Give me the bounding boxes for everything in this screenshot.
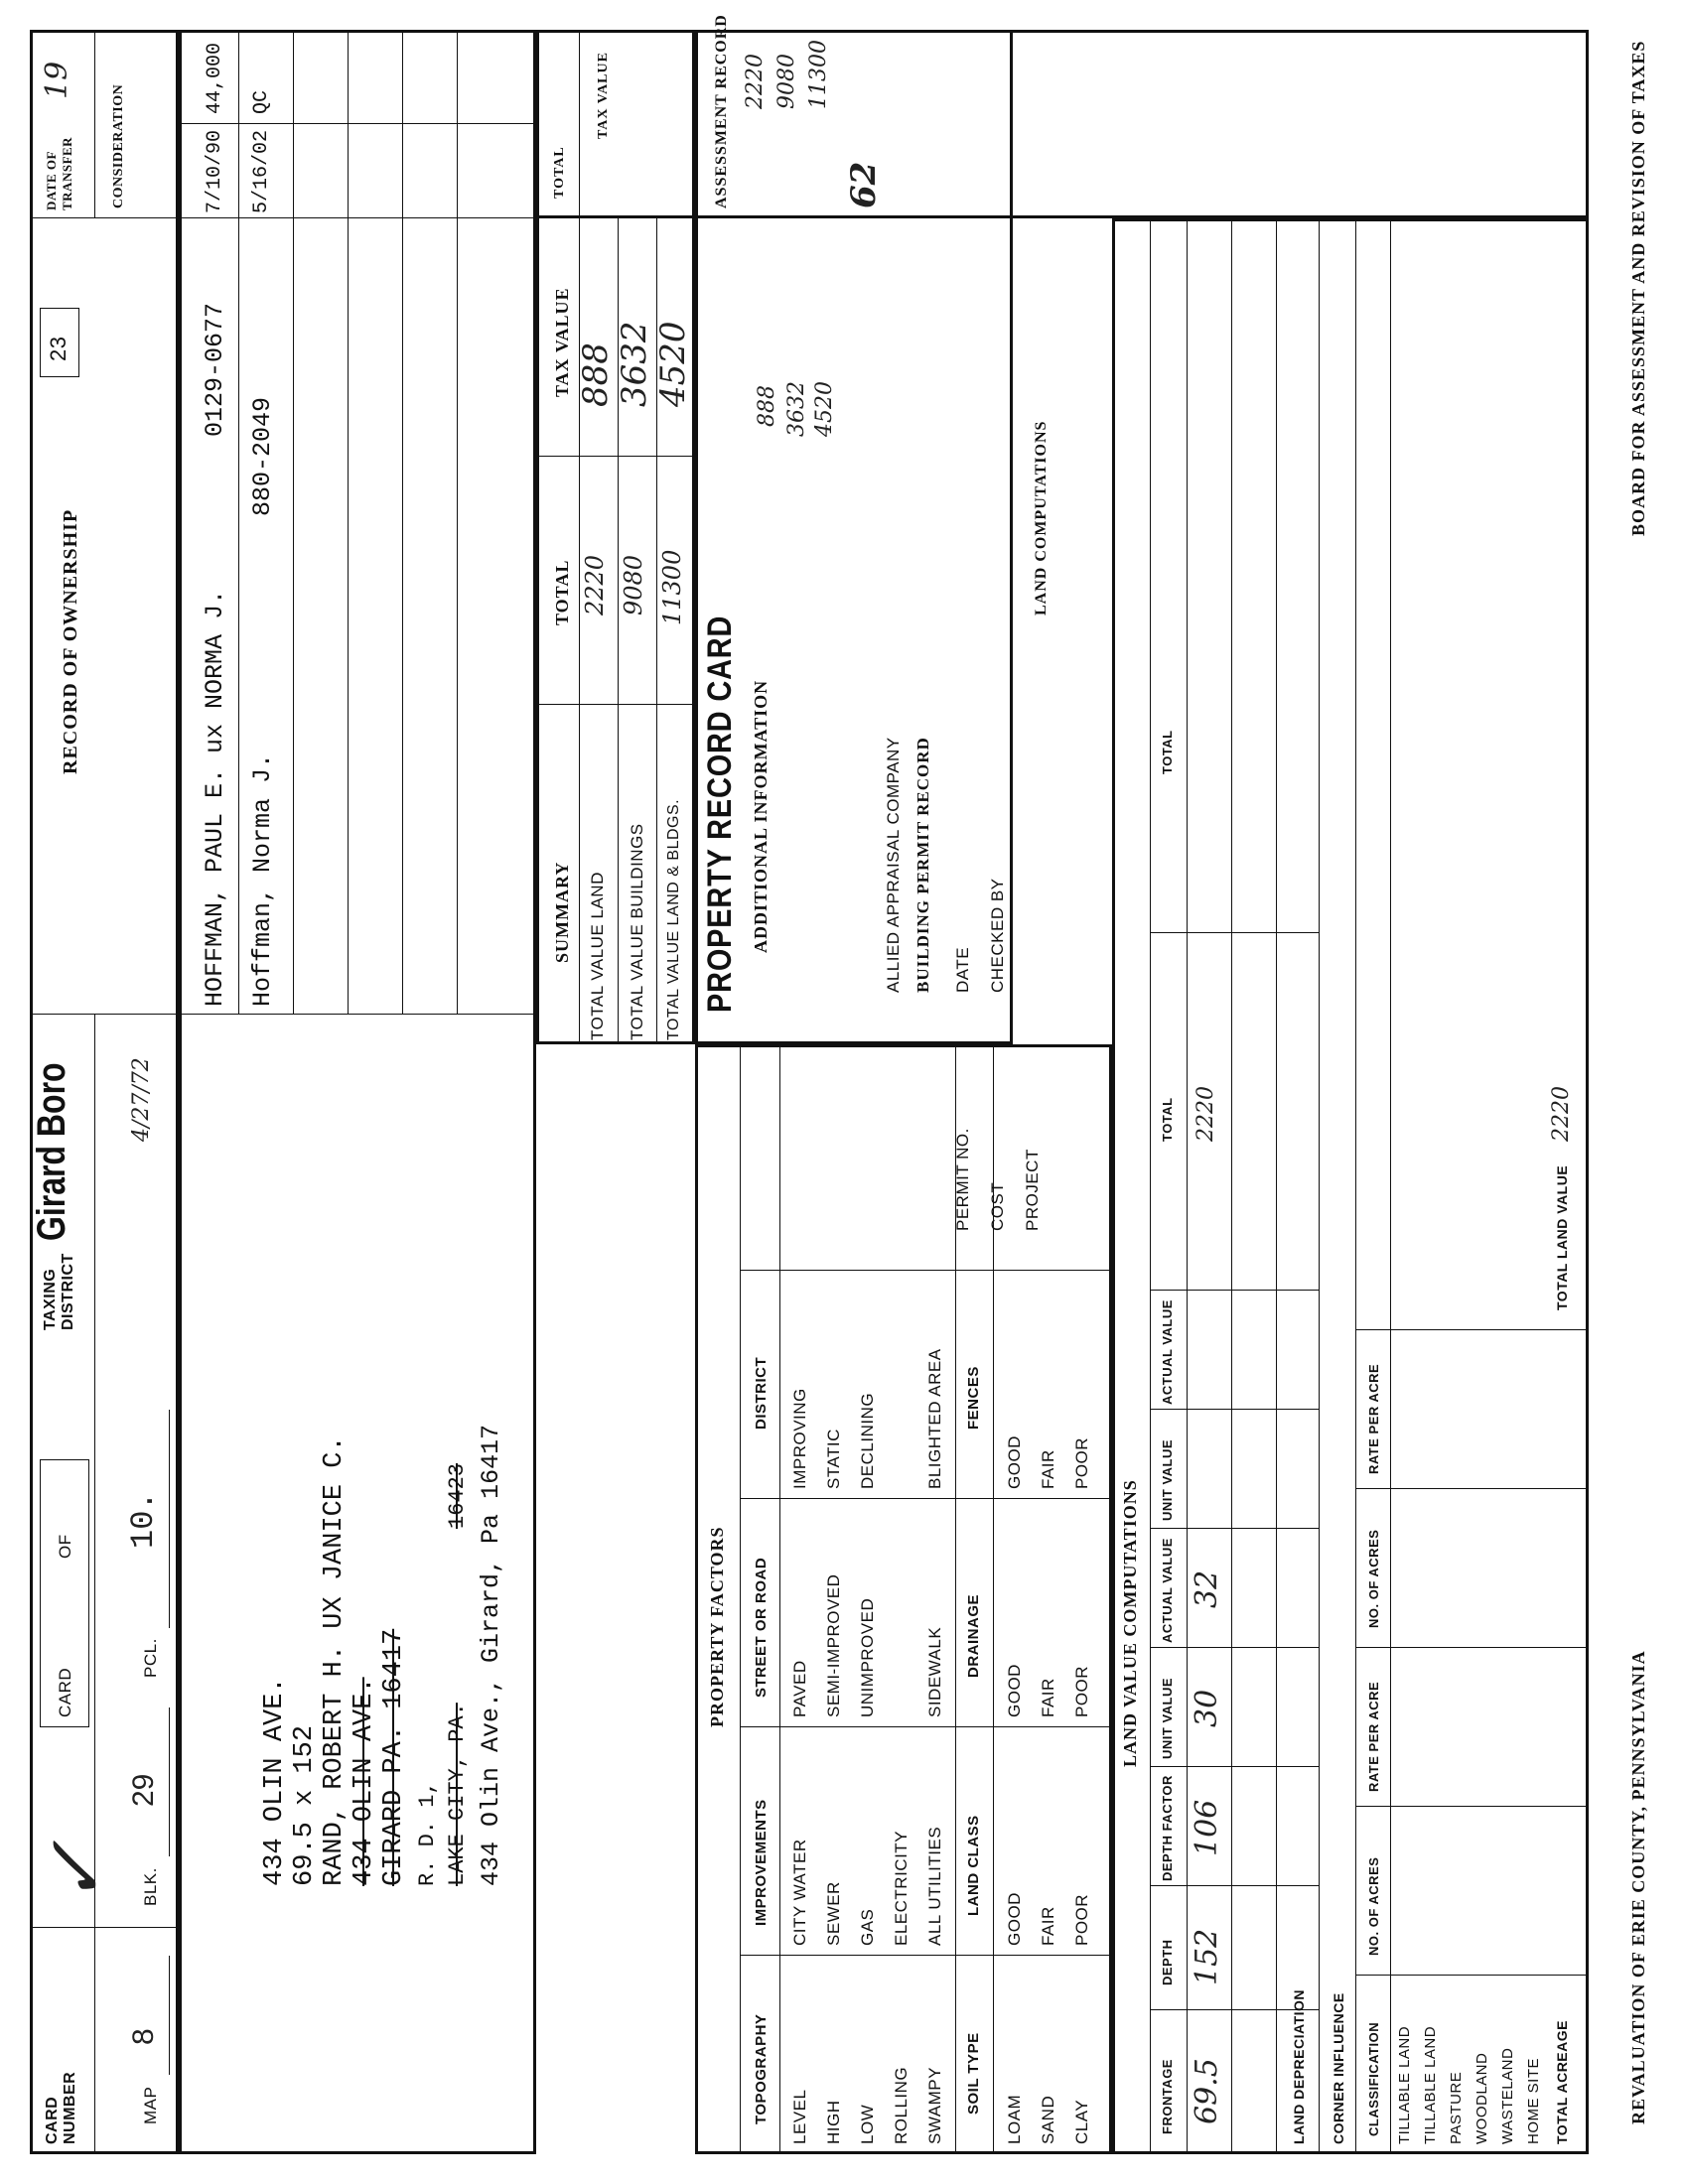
row1-actual-value: 32 bbox=[1190, 1570, 1224, 1608]
land-depreciation-label: LAND DEPRECIATION bbox=[1291, 1988, 1307, 2144]
right-top-total-label: TOTAL bbox=[552, 146, 567, 199]
class-pasture: PASTURE bbox=[1448, 2071, 1465, 2144]
blk-value: 29 bbox=[127, 1773, 160, 1807]
building-permit-label: BUILDING PERMIT RECORD bbox=[913, 737, 932, 993]
address-line-6: R. D. 1, bbox=[415, 1781, 440, 1886]
class-home-site: HOME SITE bbox=[1525, 2057, 1542, 2144]
permit-project-label: PROJECT bbox=[1023, 1149, 1042, 1231]
corner-number: 19 bbox=[40, 61, 74, 99]
card-number-label: CARD NUMBER bbox=[44, 2071, 78, 2144]
row1-frontage: 69.5 bbox=[1190, 2058, 1224, 2124]
topography-label: TOPOGRAPHY bbox=[753, 2013, 770, 2124]
class-good: GOOD bbox=[1005, 1892, 1024, 1946]
appraisal-company: ALLIED APPRAISAL COMPANY bbox=[884, 737, 903, 993]
land-value-title: LAND VALUE COMPUTATIONS bbox=[1120, 1479, 1140, 1767]
soil-type-label: SOIL TYPE bbox=[965, 2032, 982, 2115]
class-col-classification: CLASSIFICATION bbox=[1366, 2021, 1381, 2136]
soil-clay: CLAY bbox=[1072, 2099, 1091, 2144]
assessment-value-2: 9080 bbox=[774, 54, 799, 109]
property-factors-title: PROPERTY FACTORS bbox=[707, 1526, 727, 1727]
street-unimproved: UNIMPROVED bbox=[858, 1597, 877, 1717]
fence-poor: POOR bbox=[1072, 1436, 1091, 1489]
address-line-5: GIRARD PA. 16417 bbox=[379, 1628, 409, 1886]
address-line-3: RAND, ROBERT H. UX JANICE C. bbox=[320, 1435, 350, 1886]
district-blighted: BLIGHTED AREA bbox=[925, 1348, 944, 1489]
consideration-label: CONSIDERATION bbox=[111, 83, 126, 208]
street-semi-improved: SEMI-IMPROVED bbox=[824, 1573, 843, 1717]
owner-2-consideration: QC bbox=[250, 89, 273, 114]
col-depth-factor: DEPTH FACTOR bbox=[1160, 1775, 1175, 1881]
drainage-poor: POOR bbox=[1072, 1665, 1091, 1717]
topo-swampy: SWAMPY bbox=[925, 2067, 944, 2144]
summary-row-land-label: TOTAL VALUE LAND bbox=[588, 872, 607, 1040]
topo-high: HIGH bbox=[824, 2100, 843, 2144]
class-col-acres-2: NO. OF ACRES bbox=[1366, 1529, 1381, 1628]
address-line-7: LAKE CITY, PA. bbox=[445, 1703, 470, 1886]
assessment-value-1: 2220 bbox=[743, 54, 768, 109]
class-woodland: WOODLAND bbox=[1474, 2052, 1490, 2144]
address-line-2: 69.5 x 152 bbox=[290, 1724, 320, 1886]
owner-2-date: 5/16/02 bbox=[250, 129, 273, 213]
col-unit-value-1: UNIT VALUE bbox=[1160, 1677, 1175, 1759]
assessment-value-3: 11300 bbox=[806, 40, 831, 109]
blk-label: BLK. bbox=[141, 1867, 160, 1906]
corner-influence-label: CORNER INFLUENCE bbox=[1331, 1992, 1346, 2144]
class-tillable-1: TILLABLE LAND bbox=[1396, 2025, 1413, 2144]
land-computations-label: LAND COMPUTATIONS bbox=[1033, 420, 1050, 615]
soil-sand: SAND bbox=[1039, 2095, 1057, 2144]
district-label: DISTRICT bbox=[753, 1356, 770, 1430]
summary-tax-value-label: TAX VALUE bbox=[552, 287, 572, 397]
class-col-rate-1: RATE PER ACRE bbox=[1366, 1681, 1381, 1792]
check-mark: ✓ bbox=[30, 1839, 122, 1906]
soil-loam: LOAM bbox=[1005, 2094, 1024, 2144]
permit-cost-label: COST bbox=[988, 1181, 1007, 1231]
fences-label: FENCES bbox=[965, 1366, 982, 1430]
fence-good: GOOD bbox=[1005, 1435, 1024, 1489]
improve-sewer: SEWER bbox=[824, 1881, 843, 1946]
street-paved: PAVED bbox=[790, 1660, 809, 1717]
row1-unit-value: 30 bbox=[1190, 1689, 1224, 1727]
class-poor: POOR bbox=[1072, 1893, 1091, 1946]
address-line-1: 434 OLIN AVE. bbox=[260, 1677, 290, 1886]
handwritten-date: 4/27/72 bbox=[129, 1057, 154, 1142]
owner-2-ref: 880-2049 bbox=[248, 396, 277, 516]
col-depth: DEPTH bbox=[1160, 1939, 1175, 1985]
summary-title: SUMMARY bbox=[552, 861, 572, 963]
class-tillable-2: TILLABLE LAND bbox=[1422, 2025, 1439, 2144]
drainage-fair: FAIR bbox=[1039, 1678, 1057, 1717]
summary-row-land-total: 2220 bbox=[581, 554, 609, 615]
topo-low: LOW bbox=[858, 2104, 877, 2144]
row1-depth: 152 bbox=[1190, 1928, 1224, 1985]
summary-row-total-tax: 4520 bbox=[653, 321, 693, 407]
address-line-8: 434 Olin Ave., Girard, Pa 16417 bbox=[477, 1424, 505, 1886]
summary-row-total-label: TOTAL VALUE LAND & BLDGS. bbox=[665, 798, 682, 1040]
class-wasteland: WASTELAND bbox=[1499, 2047, 1516, 2144]
col-actual-value-1: ACTUAL VALUE bbox=[1160, 1538, 1175, 1643]
improve-city-water: CITY WATER bbox=[790, 1839, 809, 1946]
owner-1-ref: 0129-0677 bbox=[201, 302, 229, 437]
total-land-value-label: TOTAL LAND VALUE bbox=[1554, 1164, 1570, 1310]
map-label: MAP bbox=[141, 2086, 160, 2124]
pcl-value: 10. bbox=[125, 1491, 162, 1549]
street-sidewalk: SIDEWALK bbox=[925, 1626, 944, 1717]
assessment-stamp: 62 bbox=[844, 161, 884, 208]
taxing-district-label: TAXING DISTRICT bbox=[42, 1253, 76, 1330]
improvements-label: IMPROVEMENTS bbox=[753, 1799, 770, 1926]
row1-depth-factor: 106 bbox=[1190, 1799, 1224, 1856]
col-total-2: TOTAL bbox=[1160, 730, 1175, 774]
property-record-title: PROPERTY RECORD CARD bbox=[701, 614, 739, 1013]
note-1: 888 bbox=[755, 385, 779, 427]
permit-date-label: DATE bbox=[953, 946, 972, 993]
record-of-ownership-title: RECORD OF OWNERSHIP bbox=[60, 508, 81, 774]
improve-electricity: ELECTRICITY bbox=[892, 1830, 911, 1946]
col-total-1: TOTAL bbox=[1160, 1097, 1175, 1142]
land-class-label: LAND CLASS bbox=[965, 1815, 982, 1916]
district-declining: DECLINING bbox=[858, 1392, 877, 1489]
assessment-record bbox=[536, 30, 1589, 218]
summary-row-land-tax: 888 bbox=[576, 342, 616, 407]
permit-no-label: PERMIT NO. bbox=[953, 1128, 972, 1231]
card-of-card-label: CARD bbox=[56, 1667, 74, 1717]
card-of-of-label: OF bbox=[56, 1534, 74, 1559]
address-line-4: 434 OLIN AVE. bbox=[350, 1677, 379, 1886]
map-value: 8 bbox=[127, 2028, 160, 2045]
class-col-rate-2: RATE PER ACRE bbox=[1366, 1363, 1381, 1474]
summary-row-bldgs-total: 9080 bbox=[620, 554, 647, 615]
owner-1-date: 7/10/90 bbox=[204, 129, 226, 213]
owner-1-consideration: 44,000 bbox=[204, 42, 226, 114]
footer-left: REVALUATION OF ERIE COUNTY, PENNSYLVANIA bbox=[1628, 1650, 1648, 2124]
drainage-label: DRAINAGE bbox=[965, 1593, 982, 1678]
district-static: STATIC bbox=[824, 1429, 843, 1489]
summary-row-bldgs-label: TOTAL VALUE BUILDINGS bbox=[628, 823, 646, 1040]
total-acreage-label: TOTAL ACREAGE bbox=[1554, 2020, 1570, 2144]
summary-row-bldgs-tax: 3632 bbox=[615, 321, 654, 407]
note-2: 3632 bbox=[784, 381, 809, 437]
class-col-acres-1: NO. OF ACRES bbox=[1366, 1856, 1381, 1956]
owner-2-name: Hoffman, Norma J. bbox=[248, 752, 277, 1007]
drainage-good: GOOD bbox=[1005, 1664, 1024, 1717]
additional-info-label: ADDITIONAL INFORMATION bbox=[751, 679, 771, 953]
improve-all-utilities: ALL UTILITIES bbox=[925, 1826, 944, 1946]
fence-fair: FAIR bbox=[1039, 1449, 1057, 1489]
class-fair: FAIR bbox=[1039, 1906, 1057, 1946]
topo-rolling: ROLLING bbox=[892, 2066, 911, 2144]
col-frontage: FRONTAGE bbox=[1160, 2059, 1175, 2134]
footer-right: BOARD FOR ASSESSMENT AND REVISION OF TAXES bbox=[1628, 40, 1648, 536]
street-label: STREET OR ROAD bbox=[753, 1557, 770, 1698]
summary-row-total-total: 11300 bbox=[658, 549, 686, 625]
date-of-transfer-label: DATE OF TRANSFER bbox=[44, 136, 74, 210]
col-unit-value-2: UNIT VALUE bbox=[1160, 1438, 1175, 1521]
summary-total-label: TOTAL bbox=[552, 559, 572, 625]
row1-total: 2220 bbox=[1193, 1086, 1218, 1142]
total-land-value-amount: 2220 bbox=[1549, 1086, 1574, 1142]
col-actual-value-2: ACTUAL VALUE bbox=[1160, 1299, 1175, 1405]
district-improving: IMPROVING bbox=[790, 1388, 809, 1489]
assessment-title: ASSESSMENT RECORD bbox=[713, 14, 730, 208]
pcl-label: PCL. bbox=[141, 1638, 160, 1678]
owner-1-name: HOFFMAN, PAUL E. ux NORMA J. bbox=[201, 589, 229, 1007]
card-box-number: 23 bbox=[46, 336, 70, 361]
right-top-tax-value-label: TAX VALUE bbox=[596, 52, 611, 139]
note-3: 4520 bbox=[812, 381, 837, 437]
address-line-7-zip: 16423 bbox=[445, 1462, 470, 1529]
taxing-district-value: Girard Boro bbox=[30, 1062, 73, 1241]
permit-checked-label: CHECKED BY bbox=[988, 878, 1007, 993]
topo-level: LEVEL bbox=[790, 2089, 809, 2144]
land-value-table bbox=[1112, 218, 1589, 2154]
improve-gas: GAS bbox=[858, 1908, 877, 1946]
